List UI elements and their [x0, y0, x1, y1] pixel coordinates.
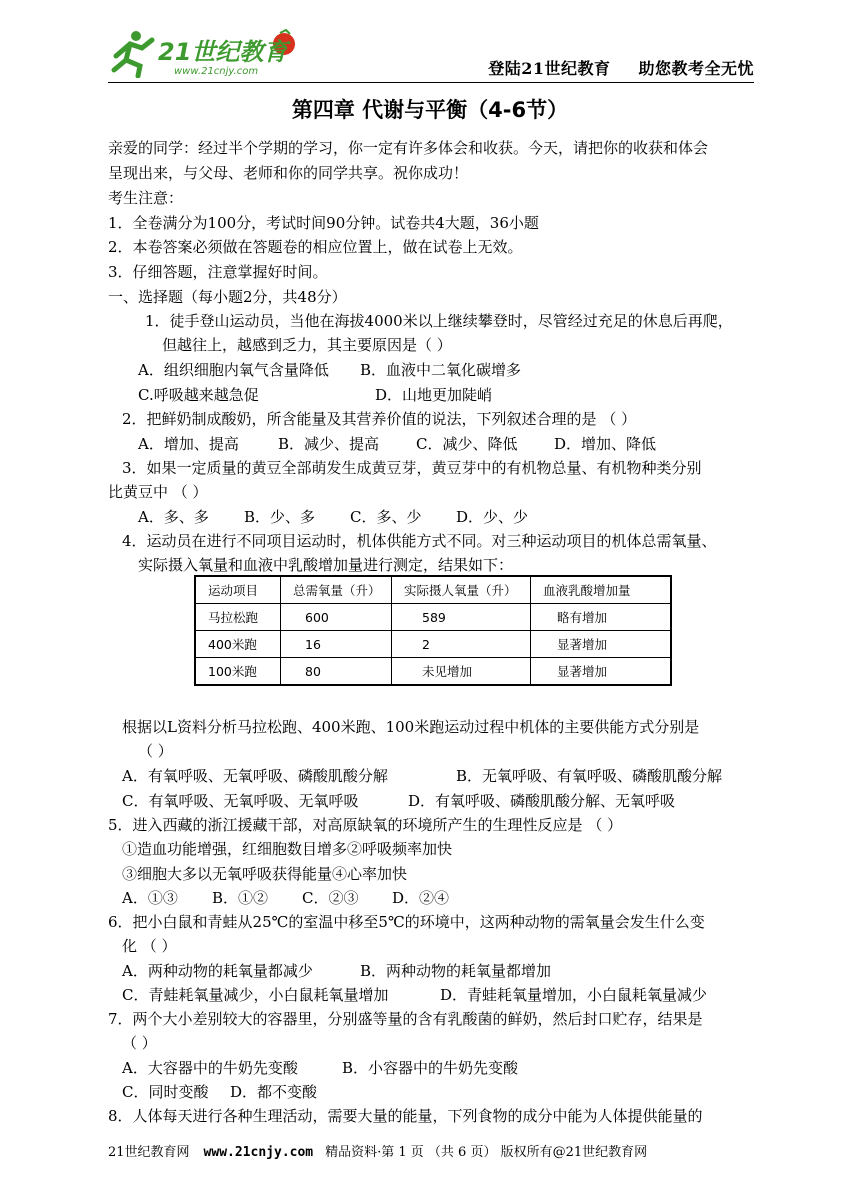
table-header-row: [195, 576, 671, 604]
q4-option-a: A．有氧呼吸、无氧呼吸、磷酸肌酸分解: [122, 767, 388, 785]
notice-item: 3．仔细答题，注意掌握好时间。: [108, 263, 328, 281]
table-cell: 2: [392, 631, 531, 658]
footer-site: 21世纪教育网: [108, 1145, 190, 1160]
table-cell: 589: [392, 604, 531, 631]
q3-option-b: B．少、多: [244, 508, 316, 526]
q5-option-a: A．①③: [122, 889, 178, 907]
table-row: [195, 604, 671, 631]
q7-option-c: C．同时变酸: [122, 1083, 209, 1101]
intro-line-1: 亲爱的同学：经过半个学期的学习，你一定有许多体会和收获。今天，请把你的收获和体会: [108, 139, 709, 157]
table-cell: 马拉松跑: [195, 604, 281, 631]
q7-option-a: A．大容器中的牛奶先变酸: [122, 1059, 298, 1077]
table-header-cell: 总需氧量（升）: [281, 576, 392, 604]
slogan-tagline: 助您教考全无忧: [638, 59, 754, 78]
table-row: [195, 658, 671, 686]
question-6-stem: 6．把小白鼠和青蛙从25℃的室温中移至5℃的环境中，这两种动物的需氧量会发生什么变: [108, 913, 705, 931]
page-title: 第四章 代谢与平衡（4-6节）: [291, 98, 569, 122]
question-4-bracket: （ ）: [138, 742, 173, 760]
table-cell: 80: [281, 658, 392, 686]
q1-option-d: D．山地更加陡峭: [375, 386, 493, 404]
logo-21cnjy: [108, 26, 298, 78]
table-cell: 600: [281, 604, 392, 631]
question-7-bracket: （ ）: [122, 1034, 157, 1052]
table-header-cell: 运动项目: [195, 576, 281, 604]
q6-option-a: A．两种动物的耗氧量都减少: [122, 962, 313, 980]
question-4-ask: 根据以L资料分析马拉松跑、400米跑、100米跑运动过程中机体的主要供能方式分别是: [122, 718, 700, 736]
q7-option-b: B．小容器中的牛奶先变酸: [342, 1059, 519, 1077]
notice-item: 2．本卷答案必须做在答题卷的相应位置上，做在试卷上无效。: [108, 238, 523, 256]
q2-option-d: D．增加、降低: [554, 435, 657, 453]
q2-option-c: C．减少、降低: [416, 435, 518, 453]
q6-option-b: B．两种动物的耗氧量都增加: [360, 962, 552, 980]
q2-option-a: A．增加、提高: [138, 435, 239, 453]
table-row: [195, 631, 671, 658]
q3-option-c: C．多、少: [350, 508, 422, 526]
table-cell: 16: [281, 631, 392, 658]
question-7-stem: 7．两个大小差别较大的容器里，分别盛等量的含有乳酸菌的鲜奶，然后封口贮存，结果是: [108, 1010, 703, 1028]
page-header: [108, 26, 754, 83]
intro-line-2: 呈现出来，与父母、老师和你的同学共享。祝你成功！: [108, 164, 469, 182]
question-2-stem: 2．把鲜奶制成酸奶，所含能量及其营养价值的说法，下列叙述合理的是 （ ）: [122, 410, 637, 428]
table-cell: 显著增加: [531, 658, 672, 686]
question-5-stem: 5．进入西藏的浙江援藏干部，对高原缺氧的环境所产生的生理性反应是 （ ）: [108, 816, 623, 834]
header-slogan: [460, 56, 754, 79]
question-5-item: ③细胞大多以无氧呼吸获得能量④心率加快: [122, 865, 408, 883]
question-4-stem-cont: 实际摄入氧量和血液中乳酸增加量进行测定，结果如下：: [138, 556, 514, 574]
notice-title: 考生注意：: [108, 189, 184, 207]
table-cell: 未见增加: [392, 658, 531, 686]
footer-page-info: 精品资料·第 1 页 （共 6 页） 版权所有@21世纪教育网: [325, 1145, 648, 1160]
table-cell: 略有增加: [531, 604, 672, 631]
section-title: 一、选择题（每小题2分，共48分）: [108, 288, 347, 306]
q4-option-c: C．有氧呼吸、无氧呼吸、无氧呼吸: [122, 792, 359, 810]
slogan-login: 登陆21世纪教育: [488, 59, 611, 78]
question-6-stem-cont: 化 （ ）: [122, 937, 177, 955]
q3-option-d: D．少、少: [456, 508, 529, 526]
q5-option-c: C．②③: [302, 889, 359, 907]
q6-option-c: C．青蛙耗氧量减少，小白鼠耗氧量增加: [122, 986, 389, 1004]
table-header-cell: 实际摄人氧量（升）: [392, 576, 531, 604]
q7-option-d: D．都不变酸: [230, 1083, 318, 1101]
question-1-stem-cont: 但越往上，越感到乏力，其主要原因是（ ）: [162, 336, 452, 354]
q5-option-b: B．①②: [212, 889, 269, 907]
logo-text: 21世纪教育: [158, 38, 288, 66]
question-3-stem-cont: 比黄豆中 （ ）: [108, 483, 208, 501]
q3-option-a: A．多、多: [138, 508, 209, 526]
question-4-stem: 4．运动员在进行不同项目运动时，机体供能方式不同。对三种运动项目的机体总需氧量、: [122, 532, 717, 550]
q1-option-a: A．组织细胞内氧气含量降低: [138, 361, 329, 379]
footer-url[interactable]: www.21cnjy.com: [203, 1145, 314, 1160]
table-header-cell: 血液乳酸增加量: [531, 576, 672, 604]
exercise-oxygen-table: [194, 575, 672, 686]
logo-subtext: www.21cnjy.com: [174, 66, 259, 77]
table-cell: 100米跑: [195, 658, 281, 686]
question-1-stem: 1．徒手登山运动员，当他在海拔4000米以上继续攀登时，尽管经过充足的休息后再爬，: [145, 312, 733, 330]
page-footer: [108, 1141, 754, 1160]
question-3-stem: 3．如果一定质量的黄豆全部萌发生成黄豆芽，黄豆芽中的有机物总量、有机物种类分别: [122, 459, 702, 477]
q6-option-d: D．青蛙耗氧量增加，小白鼠耗氧量减少: [440, 986, 708, 1004]
notice-item: 1．全卷满分为100分，考试时间90分钟。试卷共4大题，36小题: [108, 214, 539, 232]
table-cell: 显著增加: [531, 631, 672, 658]
q5-option-d: D．②④: [392, 889, 450, 907]
question-8-stem: 8．人体每天进行各种生理活动，需要大量的能量，下列食物的成分中能为人体提供能量的: [108, 1107, 703, 1125]
question-5-item: ①造血功能增强，红细胞数目增多②呼吸频率加快: [122, 840, 453, 858]
table-cell: 400米跑: [195, 631, 281, 658]
q4-option-b: B．无氧呼吸、有氧呼吸、磷酸肌酸分解: [456, 767, 723, 785]
q1-option-b: B．血液中二氧化碳增多: [360, 361, 522, 379]
q2-option-b: B．减少、提高: [278, 435, 380, 453]
q4-option-d: D．有氧呼吸、磷酸肌酸分解、无氧呼吸: [408, 792, 676, 810]
q1-option-c: C.呼吸越来越急促: [138, 386, 259, 404]
